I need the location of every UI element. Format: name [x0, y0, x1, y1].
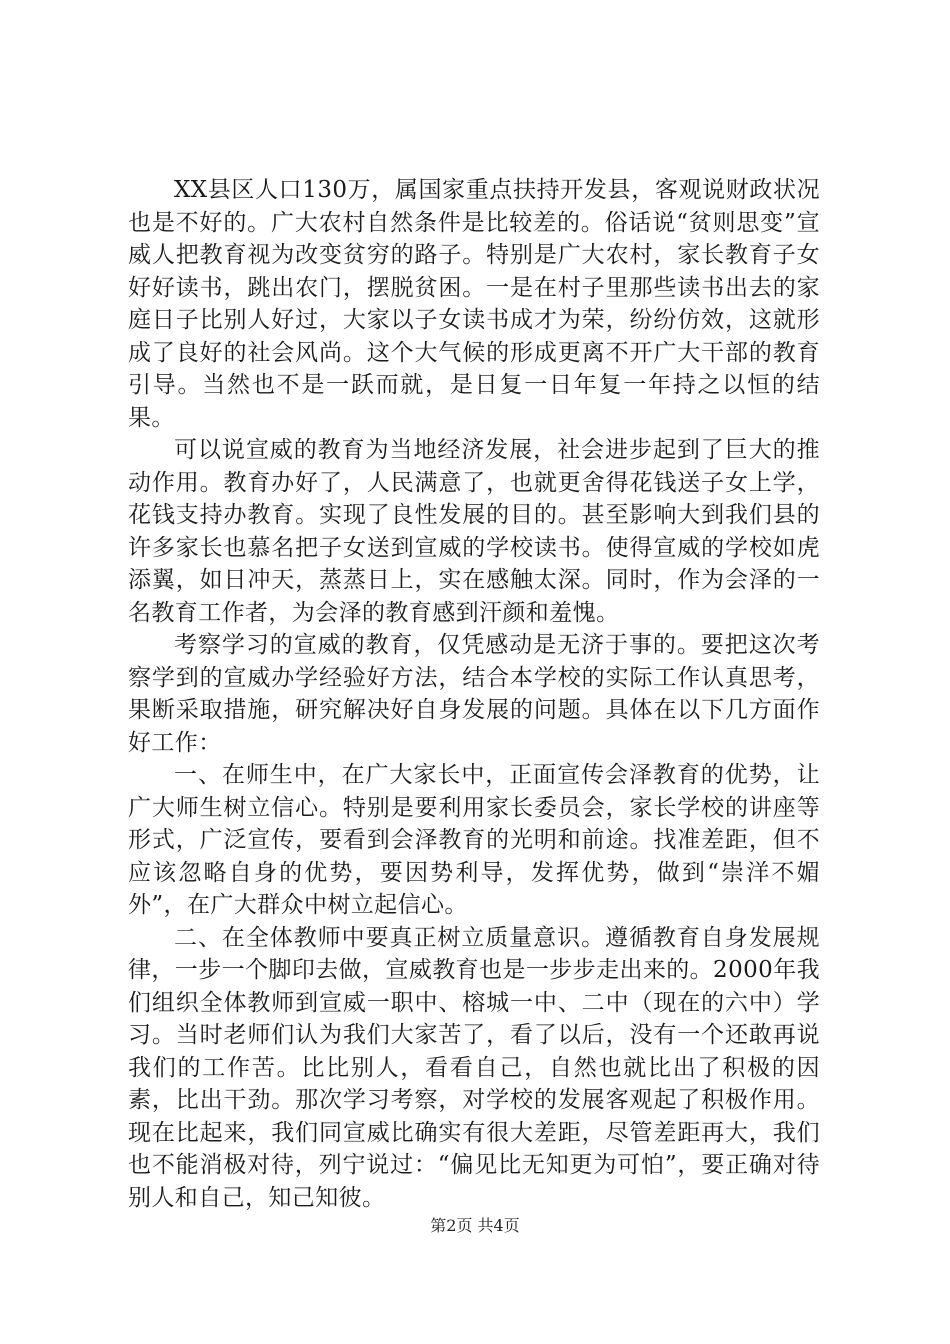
document-body	[128, 174, 820, 1214]
paragraph-4: 一、在师生中，在广大家长中，正面宣传会泽教育的优势，让广大师生树立信心。特别是要利用家长委员会，家长学校的讲座等形式，广泛宣传，要看到会泽教育的光明和前途。找准差距，但不应该忽略自身的优势，要因势利导，发挥优势，做到“崇洋不媚外”，在广大群众中树立起信心。	[128, 762, 820, 918]
paragraph-3: 考察学习的宣威的教育，仅凭感动是无济于事的。要把这次考察学到的宣威办学经验好方法，结合本学校的实际工作认真思考，果断采取措施，研究解决好自身发展的问题。具体在以下几方面作好工作：	[128, 632, 820, 756]
page-number-footer: 第2页 共4页	[430, 1216, 520, 1235]
paragraph-1: XX县区人口130万，属国家重点扶持开发县，客观说财政状况也是不好的。广大农村自然条件是比较差的。俗话说“贫则思变”宣威人把教育视为改变贫穷的路子。特别是广大农村，家长教育子女好好读书，跳出农门，摆脱贫困。一是在村子里那些读书出去的家庭日子比别人好过，大家以子女读书成才为荣，纷纷仿效，这就形成了良好的社会风尚。这个大气候的形成更离不开广大干部的教育引导。当然也不是一跃而就，是日复一日年复一年持之以恒的结果。	[128, 177, 820, 431]
paragraph-2: 可以说宣威的教育为当地经济发展，社会进步起到了巨大的推动作用。教育办好了，人民满意了，也就更舍得花钱送子女上学，花钱支持办教育。实现了良性发展的目的。甚至影响大到我们县的许多家长也慕名把子女送到宣威的学校读书。使得宣威的学校如虎添翼，如日冲天，蒸蒸日上，实在感触太深。同时，作为会泽的一名教育工作者，为会泽的教育感到汗颜和羞愧。	[128, 437, 820, 626]
paragraph-5: 二、在全体教师中要真正树立质量意识。遵循教育自身发展规律，一步一个脚印去做，宣威教育也是一步步走出来的。2000年我们组织全体教师到宣威一职中、榕城一中、二中（现在的六中）学习。当时老师们认为我们大家苦了，看了以后，没有一个还敢再说我们的工作苦。比比别人，看看自己，自然也就比出了积极的因素，比出干劲。那次学习考察，对学校的发展客观起了积极作用。现在比起来，我们同宣威比确实有很大差距，尽管差距再大，我们也不能消极对待，列宁说过：“偏见比无知更为可怕”，要正确对待别人和自己，知己知彼。	[128, 924, 820, 1211]
